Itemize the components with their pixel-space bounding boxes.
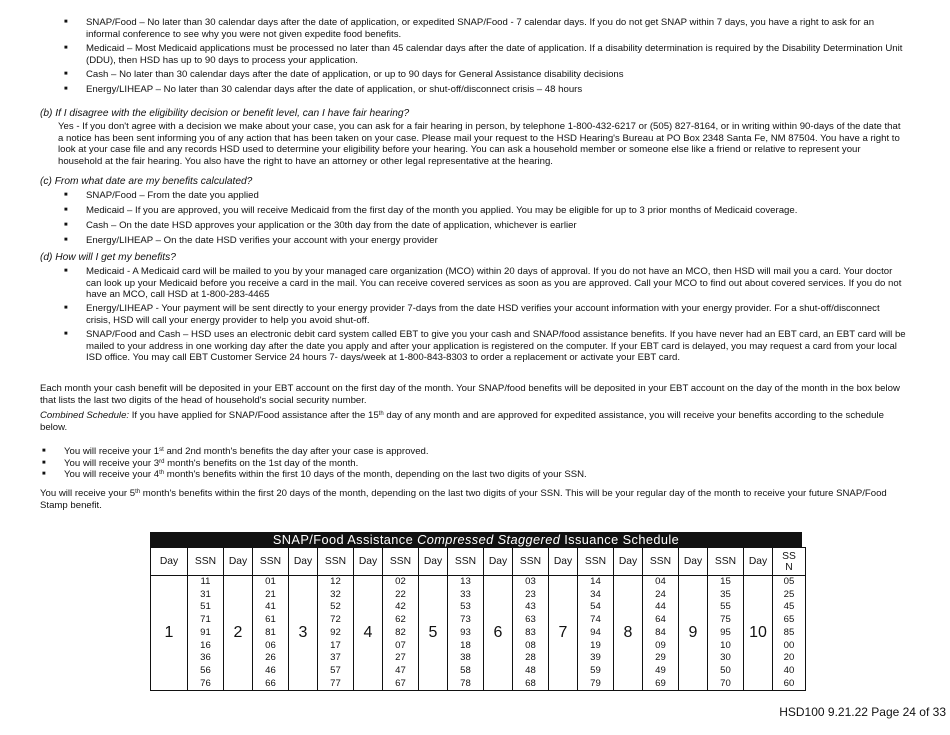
month-bullet-text: month's benefits within the first 10 days of the month, depending on the last two digits of your SSN.	[164, 469, 587, 481]
ssn-digits: 71	[200, 614, 211, 626]
list-item	[64, 469, 904, 481]
ssn-header: SSN	[448, 548, 484, 576]
ssn-digits: 76	[200, 677, 211, 689]
ssn-cell	[383, 576, 419, 691]
ssn-cell	[318, 576, 354, 691]
day-header: Day	[419, 548, 448, 576]
section-d-heading: (d) How will I get my benefits?	[40, 252, 176, 263]
ssn-digits: 17	[330, 639, 341, 651]
ssn-digits: 63	[525, 614, 536, 626]
fifth-month-text: You will receive your 5	[40, 488, 136, 499]
section-c-bullet-list	[86, 190, 906, 250]
ssn-cell	[188, 576, 224, 691]
day-cell: 1	[151, 576, 188, 691]
ssn-digits: 55	[720, 601, 731, 613]
ssn-digits: 30	[720, 652, 731, 664]
combined-text-post: day of any month and are approved for expedited assistance, you will receive your benefits according to the schedule below.	[40, 410, 884, 433]
day-header: Day	[289, 548, 318, 576]
day-header: Day	[151, 548, 188, 576]
ssn-digits: 23	[525, 588, 536, 600]
day-cell: 10	[744, 576, 773, 691]
day-cell: 7	[549, 576, 578, 691]
month-bullet-sup: st	[159, 447, 164, 453]
list-item: ■ Energy/LIHEAP - Your payment will be sent directly to your energy provider 7-days from the date HSD verifies your account information with your energy provider. For a shut-off/disconnect crisis, HSD will call your energy provider to help you avoid shut-off.	[86, 303, 906, 326]
ssn-header-part: SS	[782, 550, 796, 562]
ssn-digits: 69	[655, 677, 666, 689]
month-bullet-text: and 2nd month's benefits the day after your case is approved.	[163, 446, 429, 457]
ssn-header: SSN	[708, 548, 744, 576]
ssn-digits: 14	[590, 576, 601, 587]
ssn-digits: 57	[330, 664, 341, 676]
month-bullet-text: month's benefits on the 1st day of the month.	[164, 457, 359, 469]
schedule-title	[150, 532, 802, 547]
schedule-title-emphasis: Compressed Staggered	[417, 532, 561, 547]
combined-text-pre: If you have applied for SNAP/Food assistance after the 15	[129, 410, 379, 421]
ssn-digits: 91	[200, 626, 211, 638]
ssn-digits: 03	[525, 576, 536, 587]
ssn-cell	[578, 576, 614, 691]
ssn-digits: 39	[590, 652, 601, 664]
ssn-digits: 53	[460, 601, 471, 613]
ssn-cell	[253, 576, 289, 691]
ssn-digits: 32	[330, 588, 341, 600]
ssn-digits: 52	[330, 601, 341, 613]
day-header: Day	[679, 548, 708, 576]
list-item	[64, 458, 904, 470]
ssn-digits: 50	[720, 664, 731, 676]
ssn-digits: 77	[330, 677, 341, 689]
ssn-digits: 07	[395, 639, 406, 651]
ssn-digits: 85	[783, 626, 795, 638]
ssn-digits: 64	[655, 614, 666, 626]
ssn-cell	[643, 576, 679, 691]
list-item	[64, 446, 904, 458]
ssn-digits: 45	[783, 601, 795, 613]
list-item: ■ Cash – On the date HSD approves your application or the 30th day from the date of application, whichever is earlier	[86, 220, 906, 232]
ssn-digits: 58	[460, 664, 471, 676]
combined-sup: th	[378, 411, 384, 417]
ssn-digits: 65	[783, 614, 795, 626]
ssn-header	[773, 548, 806, 576]
day-header: Day	[224, 548, 253, 576]
month-bullet-text: You will receive your 4	[64, 469, 160, 481]
ssn-digits: 84	[655, 626, 666, 638]
ssn-digits: 93	[460, 626, 471, 638]
fifth-month-paragraph	[40, 488, 910, 511]
ssn-digits: 60	[783, 677, 795, 689]
ssn-digits: 46	[265, 664, 276, 676]
day-cell: 2	[224, 576, 253, 691]
ssn-digits: 11	[200, 576, 211, 587]
day-header: Day	[354, 548, 383, 576]
ssn-digits: 31	[200, 588, 211, 600]
ssn-digits: 44	[655, 601, 666, 613]
month-bullet-text: You will receive your 3	[64, 457, 160, 469]
ssn-digits: 05	[783, 576, 795, 587]
ssn-header: SSN	[383, 548, 419, 576]
ssn-digits: 10	[720, 639, 731, 651]
ssn-digits: 72	[330, 614, 341, 626]
day-header: Day	[484, 548, 513, 576]
combined-schedule-paragraph	[40, 410, 910, 433]
ssn-digits: 33	[460, 588, 471, 600]
ssn-header-part: N	[785, 561, 793, 573]
issuance-schedule-table	[150, 532, 802, 691]
section-a-bullet-list	[86, 17, 906, 99]
ssn-digits: 37	[330, 652, 341, 664]
month-bullet-sup: rd	[159, 458, 165, 465]
ssn-digits: 48	[525, 664, 536, 676]
ssn-digits: 92	[330, 626, 341, 638]
ssn-digits: 01	[265, 576, 276, 587]
schedule-header-row	[151, 548, 806, 576]
combined-schedule-label: Combined Schedule:	[40, 410, 130, 421]
ssn-digits: 59	[590, 664, 601, 676]
ssn-digits: 54	[590, 601, 601, 613]
ssn-digits: 40	[783, 664, 795, 676]
day-cell: 4	[354, 576, 383, 691]
ssn-header: SSN	[643, 548, 679, 576]
ssn-cell	[448, 576, 484, 691]
ssn-cell	[513, 576, 549, 691]
ssn-digits: 34	[590, 588, 601, 600]
list-item: ■ Energy/LIHEAP – No later than 30 calendar days after the date of application, or shut-off/disconnect crisis – 48 hours	[86, 84, 906, 96]
ssn-digits: 00	[783, 639, 795, 651]
ssn-digits: 70	[720, 677, 731, 689]
ssn-digits: 06	[265, 639, 276, 651]
ssn-digits: 73	[460, 614, 471, 626]
page-footer: HSD100 9.21.22 Page 24 of 33	[779, 705, 946, 719]
ssn-digits: 38	[460, 652, 471, 664]
ssn-digits: 35	[720, 588, 731, 600]
fifth-month-text: month's benefits within the first 20 days of the month, depending on the last two digits of your SSN. This will be your regular day of the month to receive your future SNAP/Food Stamp benefit.	[40, 488, 887, 511]
ssn-digits: 82	[395, 626, 406, 638]
ssn-digits: 27	[395, 652, 406, 664]
ssn-header: SSN	[253, 548, 289, 576]
ssn-digits: 28	[525, 652, 536, 664]
ssn-digits: 42	[395, 601, 406, 613]
ssn-header: SSN	[513, 548, 549, 576]
section-b-heading: (b) If I disagree with the eligibility decision or benefit level, can I have fair hearing?	[40, 108, 410, 119]
ssn-digits: 20	[783, 652, 795, 664]
day-header: Day	[744, 548, 773, 576]
month-benefits-bullet-list	[64, 446, 904, 481]
ssn-digits: 25	[783, 588, 795, 600]
ssn-digits: 36	[200, 652, 211, 664]
day-cell: 8	[614, 576, 643, 691]
ssn-digits: 81	[265, 626, 276, 638]
monthly-deposit-paragraph: Each month your cash benefit will be deposited in your EBT account on the first day of the month. Your SNAP/food benefits will be deposited in your EBT account on the day of the month in the box below that lists the last two digits of the head of household's social security number.	[40, 383, 900, 406]
ssn-digits: 49	[655, 664, 666, 676]
ssn-digits: 66	[265, 677, 276, 689]
list-item: ■ Medicaid – Most Medicaid applications must be processed no later than 45 calendar days after the date of application. If a disability determination is required by the Disability Determination Unit (DDU), then HSD has up to 90 days to process your application.	[86, 43, 906, 66]
section-c-heading: (c) From what date are my benefits calculated?	[40, 176, 253, 187]
ssn-digits: 47	[395, 664, 406, 676]
ssn-digits: 22	[395, 588, 406, 600]
day-cell: 9	[679, 576, 708, 691]
ssn-digits: 13	[460, 576, 471, 587]
schedule-body-row	[151, 576, 806, 691]
ssn-digits: 79	[590, 677, 601, 689]
schedule-title-text: SNAP/Food Assistance	[272, 532, 418, 547]
ssn-digits: 94	[590, 626, 601, 638]
ssn-header: SSN	[318, 548, 354, 576]
list-item: ■ SNAP/Food – No later than 30 calendar days after the date of application, or expedited SNAP/Food - 7 calendar days. If you do not get SNAP within 7 days, you have a right to ask for an informal conference to see why you were not given expedite food benefits.	[86, 17, 906, 40]
ssn-digits: 67	[395, 677, 406, 689]
day-header: Day	[549, 548, 578, 576]
ssn-digits: 74	[590, 614, 601, 626]
ssn-digits: 19	[590, 639, 601, 651]
day-cell: 6	[484, 576, 513, 691]
ssn-digits: 26	[265, 652, 276, 664]
ssn-digits: 15	[720, 576, 731, 587]
ssn-digits: 41	[265, 601, 276, 613]
ssn-digits: 56	[200, 664, 211, 676]
ssn-cell	[773, 576, 806, 691]
ssn-digits: 75	[720, 614, 731, 626]
ssn-header: SSN	[188, 548, 224, 576]
fifth-month-sup: th	[135, 489, 141, 495]
ssn-digits: 68	[525, 677, 536, 689]
ssn-digits: 02	[395, 576, 406, 587]
section-d-bullet-list	[86, 266, 906, 366]
list-item: ■ SNAP/Food – From the date you applied	[86, 190, 906, 202]
month-bullet-sup: th	[159, 470, 165, 477]
ssn-digits: 16	[200, 639, 211, 651]
ssn-digits: 95	[720, 626, 731, 638]
ssn-digits: 83	[525, 626, 536, 638]
ssn-digits: 08	[525, 639, 536, 651]
month-bullet-text: You will receive your 1	[64, 446, 160, 457]
day-header: Day	[614, 548, 643, 576]
ssn-cell	[708, 576, 744, 691]
ssn-digits: 62	[395, 614, 406, 626]
ssn-digits: 21	[265, 588, 276, 600]
ssn-digits: 04	[655, 576, 666, 587]
day-cell: 3	[289, 576, 318, 691]
day-cell: 5	[419, 576, 448, 691]
ssn-digits: 12	[330, 576, 341, 587]
ssn-digits: 78	[460, 677, 471, 689]
ssn-digits: 24	[655, 588, 666, 600]
schedule-title-text: Issuance Schedule	[560, 532, 680, 547]
ssn-digits: 51	[200, 601, 211, 613]
list-item: ■ Cash – No later than 30 calendar days after the date of application, or up to 90 days for General Assistance disability decisions	[86, 69, 906, 81]
ssn-digits: 61	[265, 614, 276, 626]
ssn-digits: 43	[525, 601, 536, 613]
list-item: ■ SNAP/Food and Cash – HSD uses an electronic debit card system called EBT to give you your cash and SNAP/food assistance benefits. If you have never had an EBT card, an EBT card will be mailed to your address in one working day after the date you apply and after your application is registered on the computer. If your EBT card is delayed, you may request a card from your local ISD office. You may call EBT Customer Service 24 hours 7- days/week at 1-800-843-8303 to order a replacement or activate your EBT card.	[86, 329, 906, 364]
list-item: ■ Medicaid - A Medicaid card will be mailed to you by your managed care organization (MCO) within 20 days of approval. If you do not have an MCO, then HSD will mail you a card. Your doctor can look up your Medicaid before you receive a card in the mail. You can receive covered services as soon as you are approved. Call your MCO to find out about covered services. If you do not have an MCO, call HSD at 1-800-283-4465	[86, 266, 906, 301]
section-b-answer: Yes - If you don't agree with a decision we make about your case, you can ask for a fair hearing in person, by telephone 1-800-432-6217 or (505) 827-8164, or in writing within 90-days of the date that a notice has been sent informing you of any action that has been taken on your case. Please mail your request to the HSD Hearing's Bureau at PO Box 2348 Santa Fe, NM 87504. You have a right to look at your case file and any records HSD used to determine your eligibility before your hearing. You can ask a household member or someone else like a friend or relative to represent your household at the fair hearing. You also have the right to have an attorney or other legal representative at the hearing.	[58, 121, 901, 167]
ssn-header: SSN	[578, 548, 614, 576]
ssn-digits: 18	[460, 639, 471, 651]
list-item: ■ Medicaid – If you are approved, you will receive Medicaid from the first day of the month you applied. You may be eligible for up to 3 prior months of Medicaid coverage.	[86, 205, 906, 217]
list-item: ■ Energy/LIHEAP – On the date HSD verifies your account with your energy provider	[86, 235, 906, 247]
ssn-digits: 09	[655, 639, 666, 651]
ssn-digits: 29	[655, 652, 666, 664]
